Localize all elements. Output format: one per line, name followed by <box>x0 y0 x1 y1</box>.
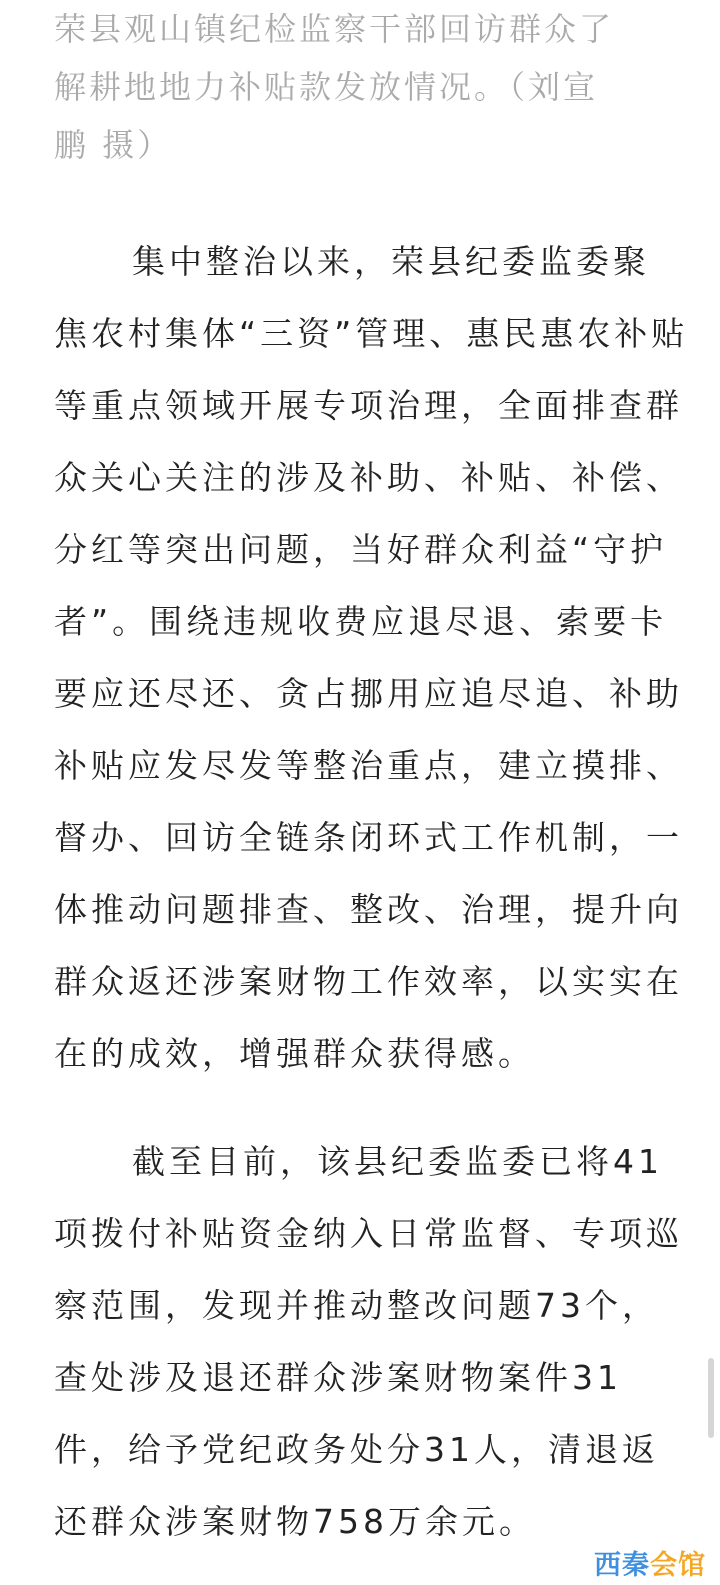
paragraph-line: 补贴应发尽发等整治重点，建立摸排、 <box>54 746 683 785</box>
paragraph-line: 查处涉及退还群众涉案财物案件31 <box>54 1358 622 1397</box>
scrollbar-thumb[interactable] <box>708 1358 714 1438</box>
paragraph-line: 分红等突出问题，当好群众利益“守护 <box>54 530 668 569</box>
paragraph-line: 在的成效，增强群众获得感。 <box>54 1034 535 1073</box>
paragraph-line: 督办、回访全链条闭环式工作机制，一 <box>54 818 683 857</box>
caption-line: 解耕地地力补贴款发放情况。（刘宣 <box>54 68 599 106</box>
paragraph-line: 察范围，发现并推动整改问题73个， <box>54 1286 659 1325</box>
paragraph-line: 焦农村集体“三资”管理、惠民惠农补贴 <box>54 314 689 353</box>
article-paragraph-2 <box>54 1126 683 1558</box>
paragraph-line: 群众返还涉案财物工作效率，以实实在 <box>54 962 683 1001</box>
watermark-text-2: 会馆 <box>650 1549 706 1581</box>
watermark-logo <box>594 1545 706 1579</box>
paragraph-line: 项拨付补贴资金纳入日常监督、专项巡 <box>54 1214 683 1253</box>
paragraph-line: 众关心关注的涉及补助、补贴、补偿、 <box>54 458 683 497</box>
paragraph-line: 要应还尽还、贪占挪用应追尽追、补助 <box>54 674 683 713</box>
paragraph-line: 截至目前，该县纪委监委已将41 <box>132 1142 663 1181</box>
paragraph-line: 件，给予党纪政务处分31人，清退返 <box>54 1430 659 1469</box>
caption-line: 鹏 摄） <box>54 126 173 164</box>
paragraph-line: 集中整治以来，荣县纪委监委聚 <box>132 242 650 281</box>
paragraph-line: 体推动问题排查、整改、治理，提升向 <box>54 890 683 929</box>
paragraph-line: 还群众涉案财物758万余元。 <box>54 1502 536 1541</box>
paragraph-line: 等重点领域开展专项治理，全面排查群 <box>54 386 683 425</box>
image-caption <box>54 0 664 174</box>
article-paragraph-1 <box>54 226 689 1090</box>
caption-line: 荣县观山镇纪检监察干部回访群众了 <box>54 10 615 48</box>
watermark-text-1: 西秦 <box>594 1549 650 1581</box>
paragraph-line: 者”。围绕违规收费应退尽退、索要卡 <box>54 602 668 641</box>
